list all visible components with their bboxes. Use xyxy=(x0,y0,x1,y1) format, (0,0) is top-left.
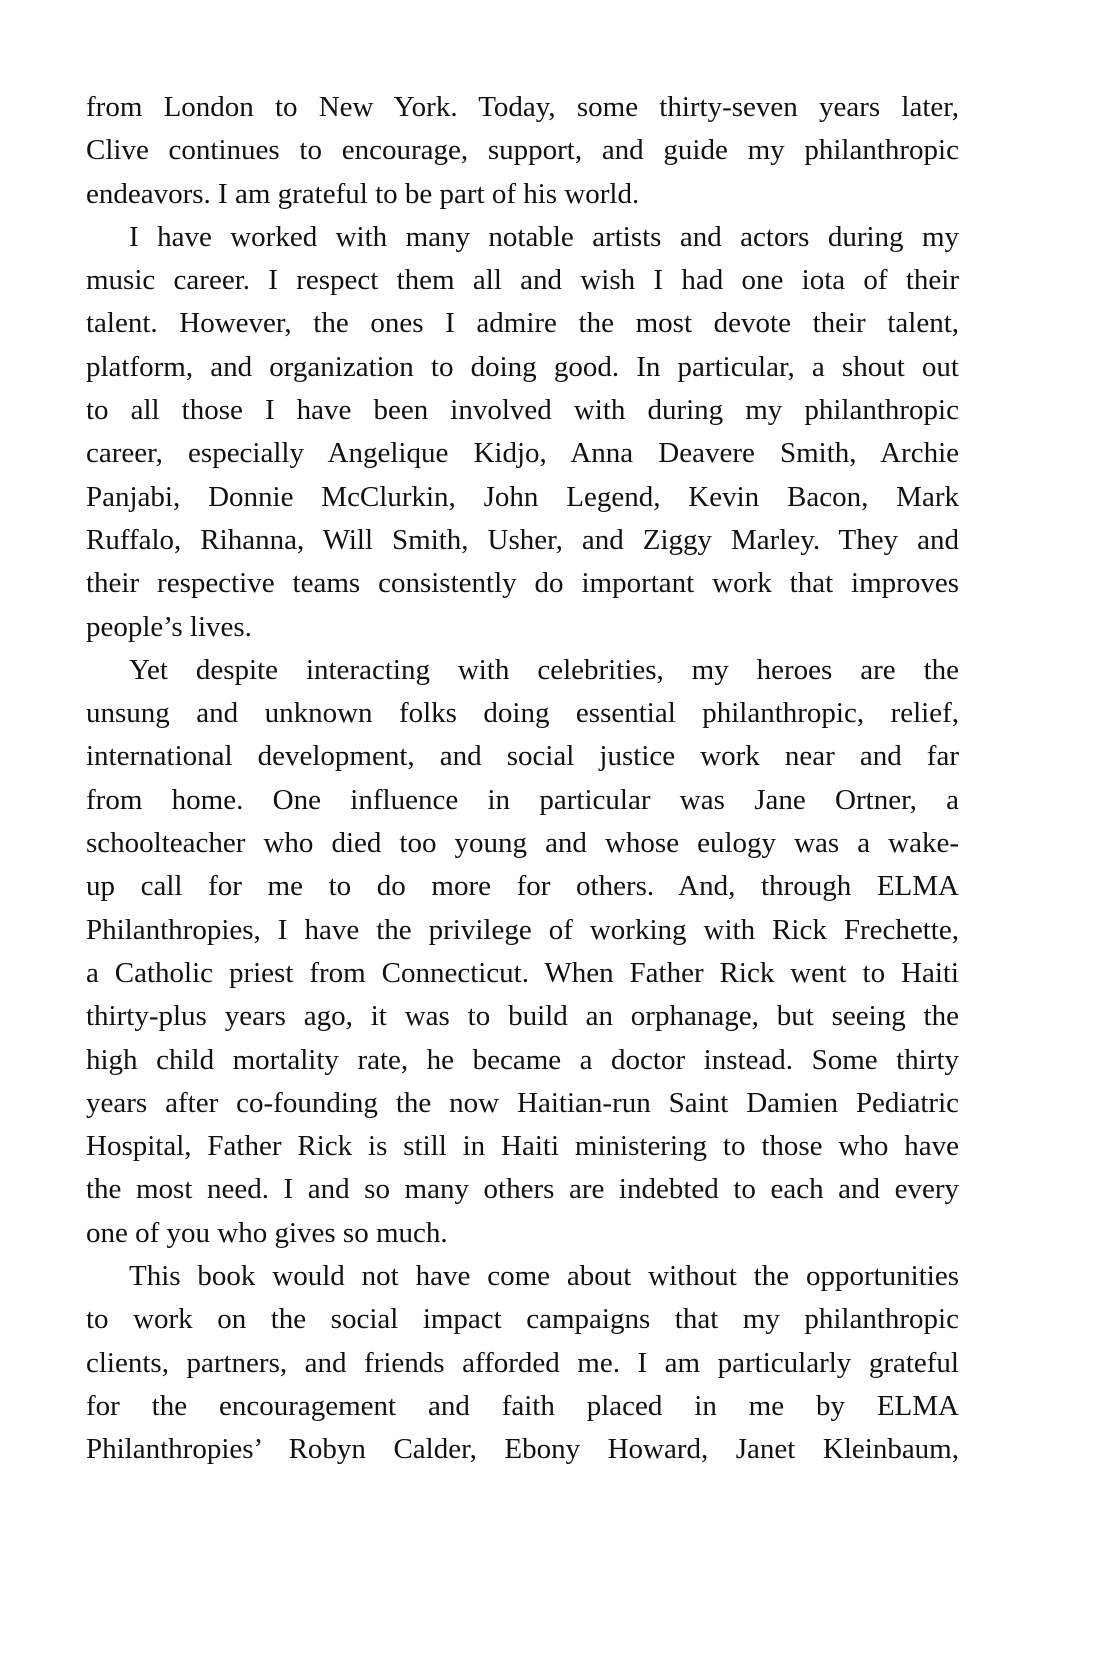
text-line: Ruffalo, Rihanna, Will Smith, Usher, and Ziggy Marley. They and xyxy=(86,523,959,556)
paragraph-heroes xyxy=(86,649,959,1255)
text-line: international development, and social justice work near and far xyxy=(86,740,959,773)
text-line: their respective teams consistently do important work that improves xyxy=(86,567,959,600)
text-line: the most need. I and so many others are indebted to each and every xyxy=(86,1173,959,1206)
paragraph-clive xyxy=(86,86,959,216)
text-line: a Catholic priest from Connecticut. When Father Rick went to Haiti xyxy=(86,956,959,989)
text-line: Panjabi, Donnie McClurkin, John Legend, Kevin Bacon, Mark xyxy=(86,480,959,513)
text-line: people’s lives. xyxy=(86,610,252,643)
book-page xyxy=(86,86,959,1472)
text-line: Hospital, Father Rick is still in Haiti ministering to those who have xyxy=(86,1130,959,1163)
text-line: to work on the social impact campaigns that my philanthropic xyxy=(86,1303,959,1336)
text-line: Philanthropies, I have the privilege of working with Rick Frechette, xyxy=(86,913,959,946)
text-line: music career. I respect them all and wish I had one iota of their xyxy=(86,264,959,297)
text-line: endeavors. I am grateful to be part of his world. xyxy=(86,177,640,210)
text-line: I have worked with many notable artists and actors during my xyxy=(129,220,959,253)
text-line: from home. One influence in particular was Jane Ortner, a xyxy=(86,783,959,816)
text-line: one of you who gives so much. xyxy=(86,1216,448,1249)
text-line: to all those I have been involved with during my philanthropic xyxy=(86,394,959,427)
text-line: talent. However, the ones I admire the most devote their talent, xyxy=(86,307,959,340)
text-line: years after co-founding the now Haitian-run Saint Damien Pediatric xyxy=(86,1086,959,1119)
text-line: high child mortality rate, he became a doctor instead. Some thirty xyxy=(86,1043,959,1076)
text-line: Yet despite interacting with celebrities, my heroes are the xyxy=(129,653,959,686)
text-line: from London to New York. Today, some thirty-seven years later, xyxy=(86,91,959,123)
text-line: platform, and organization to doing good. In particular, a shout out xyxy=(86,350,959,383)
text-line: Clive continues to encourage, support, and guide my philanthropic xyxy=(86,134,959,167)
text-line: unsung and unknown folks doing essential philanthropic, relief, xyxy=(86,697,959,730)
text-line: career, especially Angelique Kidjo, Anna Deavere Smith, Archie xyxy=(86,437,959,470)
paragraph-book-opportunities xyxy=(86,1255,959,1471)
text-line: up call for me to do more for others. And, through ELMA xyxy=(86,870,959,903)
paragraph-artists xyxy=(86,216,959,649)
text-line: for the encouragement and faith placed in me by ELMA xyxy=(86,1389,959,1422)
text-line: schoolteacher who died too young and whose eulogy was a wake- xyxy=(86,827,959,860)
text-line: clients, partners, and friends afforded me. I am particularly grateful xyxy=(86,1346,959,1379)
text-line: thirty-plus years ago, it was to build an orphanage, but seeing the xyxy=(86,1000,959,1033)
text-line: Philanthropies’ Robyn Calder, Ebony Howard, Janet Kleinbaum, xyxy=(86,1433,959,1466)
text-line: This book would not have come about without the opportunities xyxy=(129,1260,959,1293)
